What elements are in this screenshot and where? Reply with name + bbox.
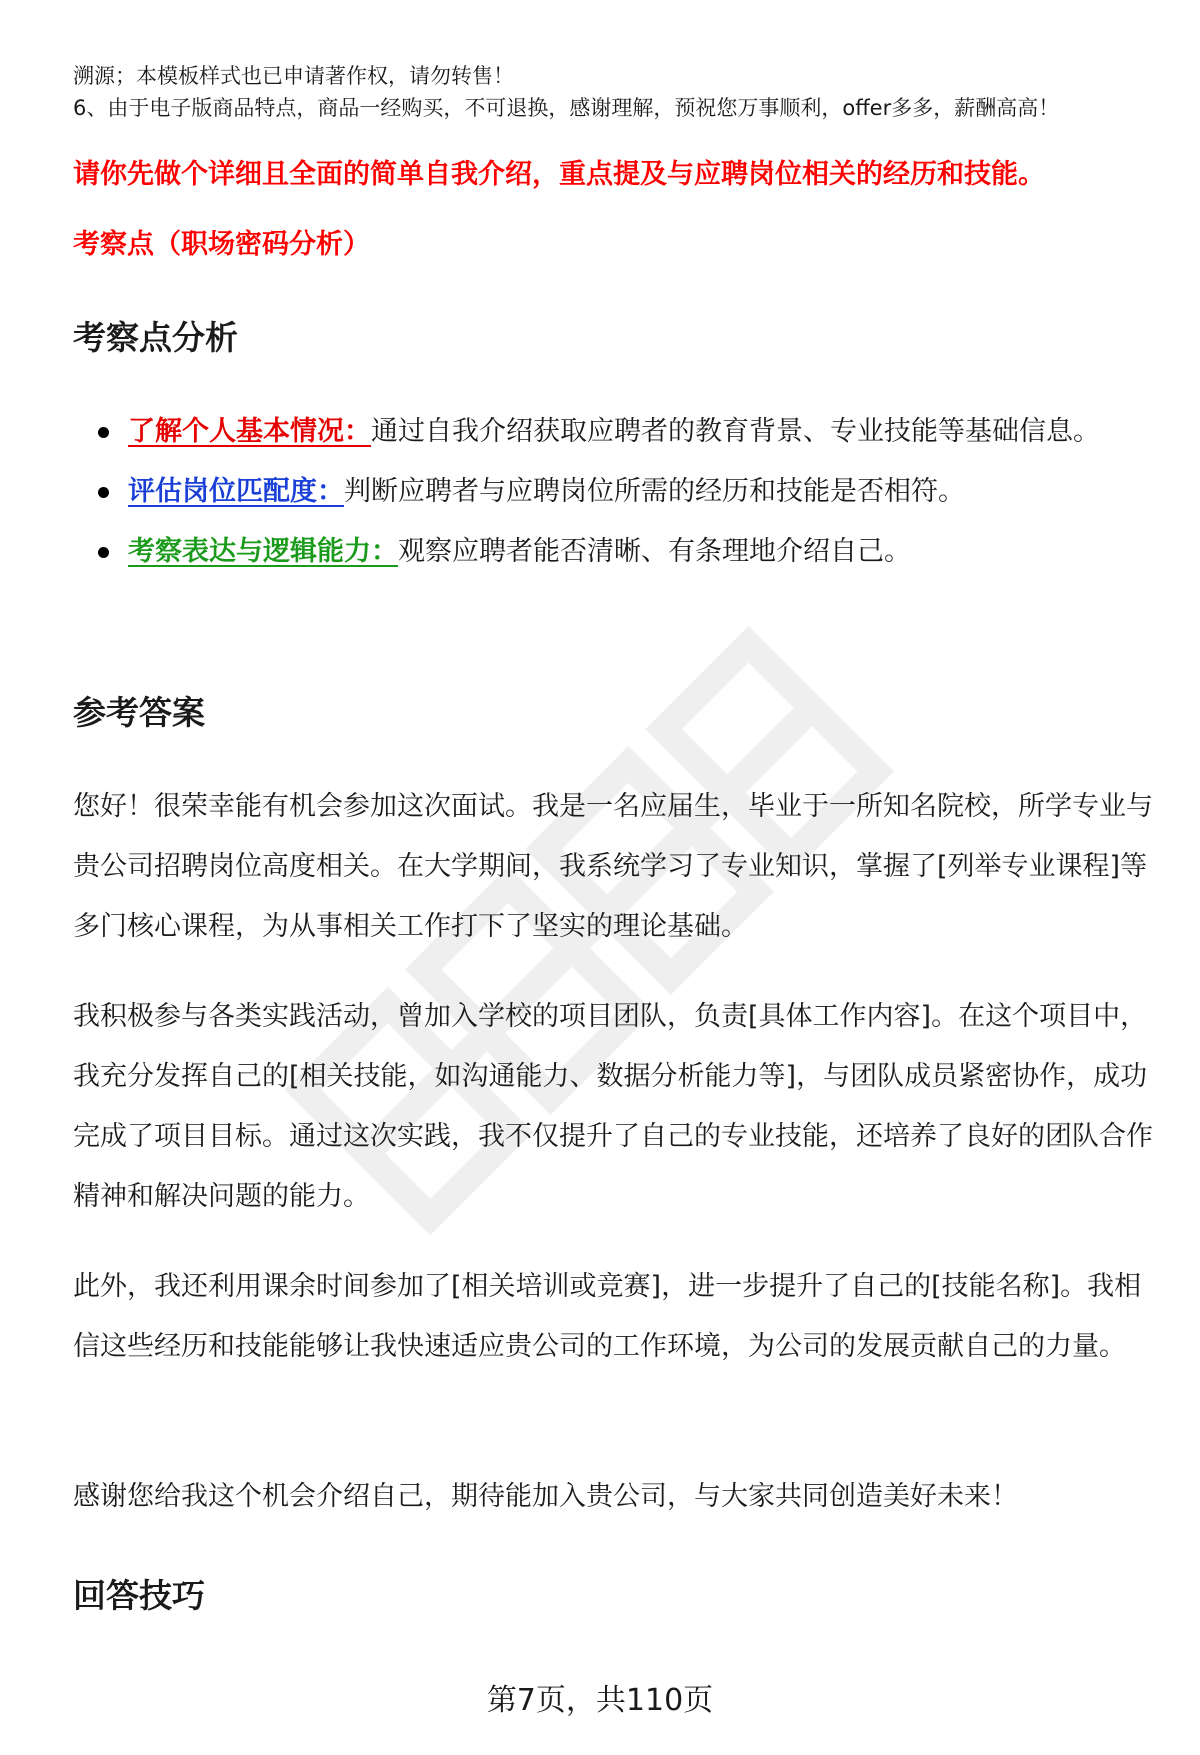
analysis-item-text: 观察应聘者能否清晰、有条理地介绍自己。 <box>398 536 911 567</box>
bullet-dot-icon <box>98 487 109 498</box>
answer-heading: 参考答案 <box>73 693 205 732</box>
analysis-item-text: 通过自我介绍获取应聘者的教育背景、专业技能等基础信息。 <box>371 416 1100 447</box>
analysis-item <box>73 462 1153 522</box>
answer-paragraph: 我积极参与各类实践活动，曾加入学校的项目团队，负责[具体工作内容]。在这个项目中，我充分发挥自己的[相关技能，如沟通能力、数据分析能力等]，与团队成员紧密协作，成功完成了项目目标。通过这次实践，我不仅提升了自己的专业技能，还培养了良好的团队合作精神和解决问题的能力。 <box>73 1001 1153 1212</box>
answer-paragraph: 感谢您给我这个机会介绍自己，期待能加入贵公司，与大家共同创造美好未来！ <box>73 1481 1018 1512</box>
page-number: 第7页，共110页 <box>486 1683 714 1718</box>
analysis-item-text: 判断应聘者与应聘岗位所需的经历和技能是否相符。 <box>344 476 965 507</box>
notice-line-1: 溯源；本模板样式也已申请著作权，请勿转售！ <box>73 64 514 88</box>
bullet-dot-icon <box>98 427 109 438</box>
analysis-item-key: 了解个人基本情况： <box>128 416 371 447</box>
question-subtitle: 考察点（职场密码分析） <box>73 229 370 260</box>
analysis-item-key: 考察表达与逻辑能力： <box>128 536 398 567</box>
answer-paragraph: 此外，我还利用课余时间参加了[相关培训或竞赛]，进一步提升了自己的[技能名称]。我相信这些经历和技能能够让我快速适应贵公司的工作环境，为公司的发展贡献自己的力量。 <box>73 1271 1142 1362</box>
analysis-item-key: 评估岗位匹配度： <box>128 476 344 507</box>
interview-question: 请你先做个详细且全面的简单自我介绍，重点提及与应聘岗位相关的经历和技能。 <box>73 159 1045 190</box>
analysis-item <box>73 522 1153 582</box>
analysis-heading: 考察点分析 <box>73 318 238 357</box>
notice-line-2: 6、由于电子版商品特点，商品一经购买，不可退换，感谢理解，预祝您万事顺利，offer多多，薪酬高高！ <box>73 96 1060 120</box>
analysis-item <box>73 402 1153 462</box>
tips-heading: 回答技巧 <box>73 1576 205 1615</box>
answer-paragraph: 您好！很荣幸能有机会参加这次面试。我是一名应届生，毕业于一所知名院校，所学专业与贵公司招聘岗位高度相关。在大学期间，我系统学习了专业知识，掌握了[列举专业课程]等多门核心课程，为从事相关工作打下了坚实的理论基础。 <box>73 791 1153 942</box>
analysis-list <box>73 402 1153 582</box>
bullet-dot-icon <box>98 547 109 558</box>
